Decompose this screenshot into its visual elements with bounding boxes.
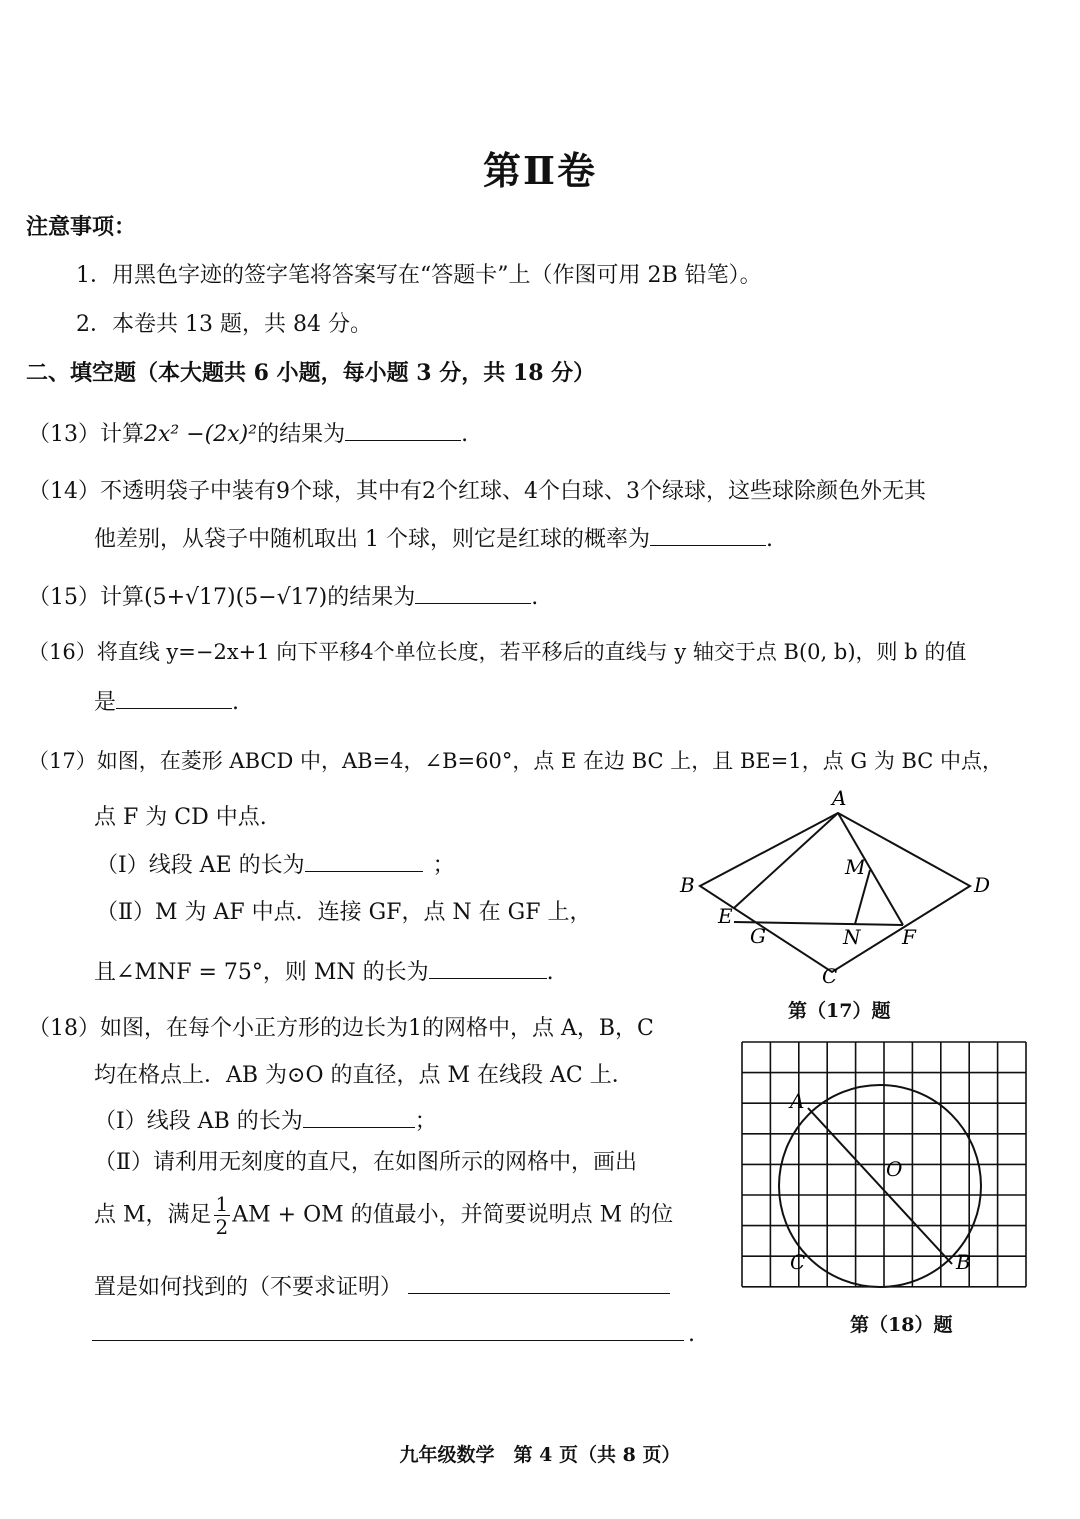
label-d: D xyxy=(974,873,991,897)
question-18 xyxy=(28,1011,654,1042)
answer-blank[interactable] xyxy=(650,527,766,546)
note-item-2: 2．本卷共 13 题，共 84 分。 xyxy=(76,312,372,337)
question-14-cont xyxy=(94,522,773,553)
label-c: C xyxy=(822,964,838,988)
label-a: A xyxy=(832,786,847,810)
question-number: （17） xyxy=(28,749,97,773)
answer-blank[interactable] xyxy=(116,690,232,709)
q13-expression: 2x² −(2x)² xyxy=(144,422,258,447)
q13-end: . xyxy=(461,422,469,447)
answer-blank[interactable] xyxy=(429,960,547,979)
fraction-half xyxy=(214,1194,231,1237)
q14-line1: 不透明袋子中装有9个球，其中有2个红球、4个白球、3个绿球，这些球除颜色外无其 xyxy=(100,479,926,504)
question-number: （14） xyxy=(28,479,100,504)
label-n: N xyxy=(843,925,861,949)
q17-line2: 点 F 为 CD 中点. xyxy=(94,805,267,830)
label-g: G xyxy=(750,924,766,948)
q18-part1 xyxy=(94,1104,437,1135)
q16-end: . xyxy=(232,690,240,715)
answer-blank[interactable] xyxy=(345,422,461,441)
label-e: E xyxy=(718,904,733,928)
rhombus-figure xyxy=(670,780,1000,990)
fraction-denominator: 2 xyxy=(215,1215,229,1239)
label-m: M xyxy=(845,855,866,879)
notes-heading: 注意事项： xyxy=(26,214,137,240)
rhombus-abcd xyxy=(700,813,970,972)
label-b: B xyxy=(956,1250,971,1274)
note-item-1: 1．用黑色字迹的签字笔将答案写在“答题卡”上（作图可用 2B 铅笔）。 xyxy=(76,263,762,288)
q18-line1: 如图，在每个小正方形的边长为1的网格中，点 A，B，C xyxy=(100,1016,654,1041)
question-17 xyxy=(28,745,1003,775)
answer-blank[interactable] xyxy=(415,585,531,604)
q18-part2c xyxy=(94,1270,670,1301)
q17-part1-end: ； xyxy=(432,853,455,878)
q18-part1-end: ； xyxy=(414,1109,437,1134)
answer-blank[interactable] xyxy=(408,1275,670,1294)
question-number: （15） xyxy=(28,585,100,610)
question-15 xyxy=(28,580,538,611)
answer-line[interactable] xyxy=(92,1340,684,1341)
q17-part2b-text: 且∠MNF = 75°，则 MN 的长为 xyxy=(94,960,429,985)
q17-part1-text: （Ⅰ）线段 AE 的长为 xyxy=(96,853,305,878)
question-number: （18） xyxy=(28,1016,100,1041)
q17-part2b xyxy=(94,955,554,986)
page-title: 第Ⅱ卷 xyxy=(482,148,598,193)
q15-post: 的结果为 xyxy=(327,585,416,610)
section-heading: 二、填空题（本大题共 6 小题，每小题 3 分，共 18 分） xyxy=(26,360,596,386)
q18-part2b-post: AM + OM 的值最小，并简要说明点 M 的位 xyxy=(232,1202,674,1228)
q13-pre: 计算 xyxy=(100,422,145,447)
q17-part1 xyxy=(96,848,455,879)
question-number: （13） xyxy=(28,422,100,447)
label-o: O xyxy=(886,1157,903,1181)
q14-line2: 他差别，从袋子中随机取出 1 个球，则它是红球的概率为 xyxy=(94,527,650,552)
label-a: A xyxy=(790,1089,805,1113)
q14-end: . xyxy=(766,527,773,552)
grid-lines xyxy=(742,1042,1026,1287)
question-13 xyxy=(28,417,468,448)
label-f: F xyxy=(902,925,916,949)
q15-end: . xyxy=(531,585,539,610)
q13-post: 的结果为 xyxy=(257,422,346,447)
label-c: C xyxy=(790,1250,806,1274)
grid-figure xyxy=(738,1038,1030,1290)
q16-line1: 将直线 y=−2x+1 向下平移4个单位长度，若平移后的直线与 y 轴交于点 B(0, b)，则 b 的值 xyxy=(96,640,967,664)
q18-part2: （Ⅱ）请利用无刻度的直尺，在如图所示的网格中，画出 xyxy=(94,1150,637,1175)
q15-expression: (5+√17)(5−√17) xyxy=(144,585,328,610)
q18-part2b xyxy=(94,1194,673,1237)
fraction-numerator: 1 xyxy=(215,1192,229,1216)
answer-blank[interactable] xyxy=(305,853,423,872)
question-number: （16） xyxy=(28,640,97,664)
question-16 xyxy=(28,636,966,666)
page-footer: 九年级数学 第 4 页（共 8 页） xyxy=(399,1444,681,1466)
q18-part2b-pre: 点 M，满足 xyxy=(94,1202,212,1228)
question-14 xyxy=(28,474,926,505)
figure-18-caption: 第（18）题 xyxy=(850,1314,953,1336)
q17-line1: 如图，在菱形 ABCD 中，AB=4，∠B=60°，点 E 在边 BC 上，且 BE=1，点 G 为 BC 中点， xyxy=(96,749,1004,773)
q18-end: . xyxy=(688,1322,695,1347)
diameter-ab xyxy=(808,1108,952,1264)
label-b: B xyxy=(680,873,695,897)
q18-part1-text: （Ⅰ）线段 AB 的长为 xyxy=(94,1109,303,1134)
figure-17-caption: 第（17）题 xyxy=(788,1000,891,1022)
q15-pre: 计算 xyxy=(100,585,145,610)
q16-line2: 是 xyxy=(94,690,117,715)
q18-line2: 均在格点上．AB 为⊙O 的直径，点 M 在线段 AC 上． xyxy=(94,1063,634,1088)
q18-part2c-text: 置是如何找到的（不要求证明） xyxy=(94,1275,403,1300)
question-16-cont xyxy=(94,685,239,716)
answer-blank[interactable] xyxy=(303,1109,415,1128)
q17-part2-end: . xyxy=(546,960,554,985)
q17-part2: （Ⅱ）M 为 AF 中点．连接 GF，点 N 在 GF 上， xyxy=(96,900,592,925)
